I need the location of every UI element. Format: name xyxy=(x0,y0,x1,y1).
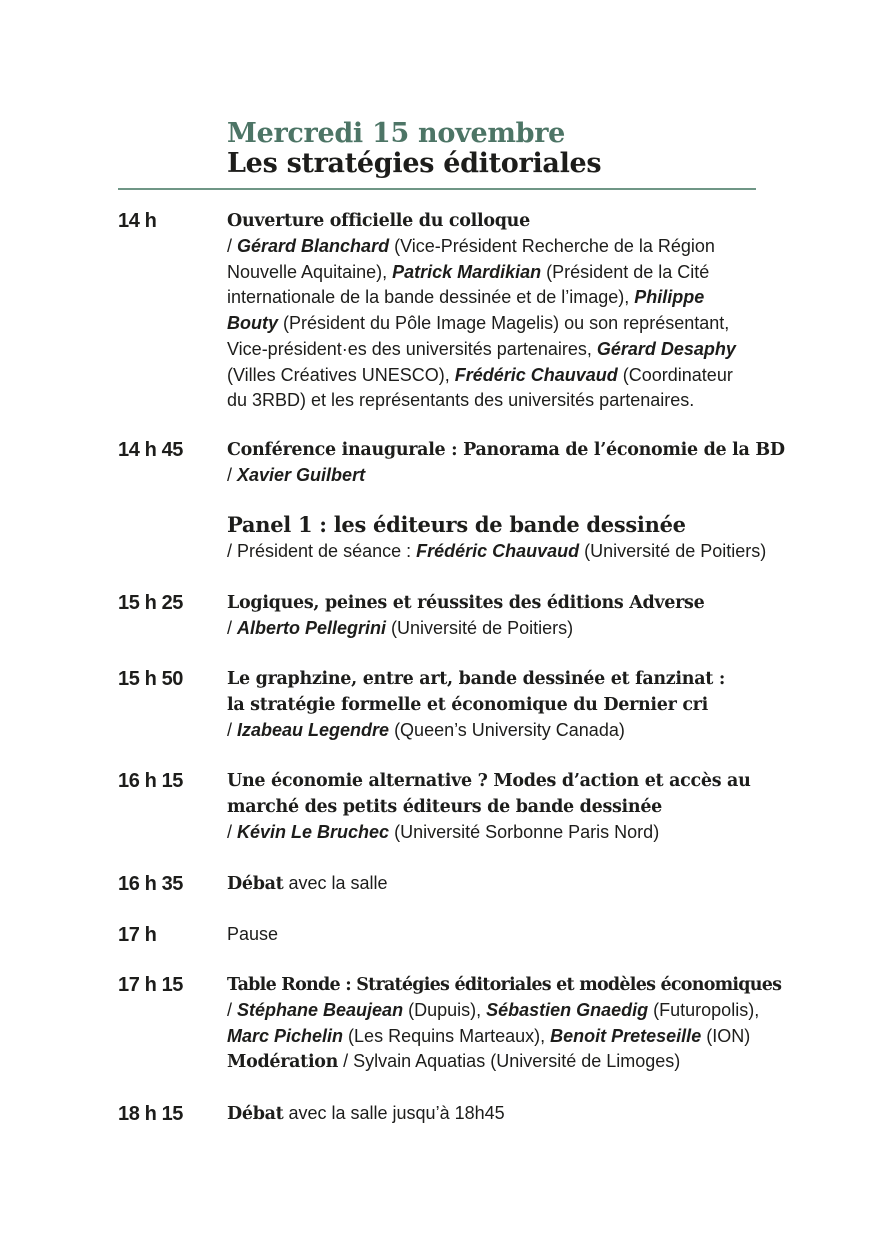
session-time: 18 h 15 xyxy=(118,1103,184,1125)
speaker-name: Xavier Guilbert xyxy=(237,465,366,485)
session-content xyxy=(227,208,757,414)
speaker-name: Bouty xyxy=(227,313,278,334)
session-time: 14 h xyxy=(118,210,157,232)
session-time: 17 h xyxy=(118,924,157,946)
speaker-name: Benoit Preteseille xyxy=(550,1025,702,1046)
speaker-name: Kévin Le Bruchec xyxy=(237,822,390,842)
page-header xyxy=(227,118,767,179)
session-time: 15 h 25 xyxy=(118,592,184,614)
session-time: 17 h 15 xyxy=(118,974,184,996)
header-divider xyxy=(118,188,756,190)
speaker-name: Philippe xyxy=(634,287,705,308)
speaker-name: Gérard Blanchard xyxy=(237,236,390,256)
session-content xyxy=(227,590,757,642)
session-line: Pause xyxy=(227,924,279,944)
speakers-line: Vice-président·es des universités partenaires, Gérard Desaphy xyxy=(227,338,736,359)
chair-line: / Président de séance : Frédéric Chauvaud (Université de Poitiers) xyxy=(227,541,767,561)
panel-content xyxy=(227,511,767,565)
session-content xyxy=(227,871,757,898)
session-title: Conférence inaugurale : Panorama de l’économie de la BD xyxy=(227,440,785,460)
session-title: Logiques, peines et réussites des éditions Adverse xyxy=(227,593,705,613)
speaker-name: Patrick Mardikian xyxy=(392,261,542,282)
session-title-line: Une économie alternative ? Modes d’action et accès au xyxy=(227,771,751,791)
session-content xyxy=(227,972,782,1076)
speakers-line: du 3RBD) et les représentants des universités partenaires. xyxy=(227,390,695,411)
speaker-line: / Alberto Pellegrini (Université de Poitiers) xyxy=(227,618,574,638)
session-content xyxy=(227,666,757,744)
session-title: Table Ronde : Stratégies éditoriales et modèles économiques xyxy=(227,975,782,995)
session-time: 14 h 45 xyxy=(118,439,184,461)
session-title-line: Le graphzine, entre art, bande dessinée et fanzinat : xyxy=(227,669,725,689)
day-heading: Mercredi 15 novembre xyxy=(227,118,565,149)
panel-title: Panel 1 : les éditeurs de bande dessinée xyxy=(227,512,686,537)
session-title-line: marché des petits éditeurs de bande dessinée xyxy=(227,797,662,817)
speakers-line: Nouvelle Aquitaine), Patrick Mardikian (Président de la Cité xyxy=(227,261,710,282)
speaker-name: Sébastien Gnaedig xyxy=(486,1000,649,1020)
speaker-name: Gérard Desaphy xyxy=(596,338,736,359)
speakers-line: internationale de la bande dessinée et de l’image), Philippe xyxy=(227,287,705,308)
session-time: 16 h 35 xyxy=(118,873,184,895)
speakers-line: / Stéphane Beaujean (Dupuis), Sébastien Gnaedig (Futuropolis), xyxy=(227,1000,760,1020)
session-content xyxy=(227,1101,757,1128)
session-time: 15 h 50 xyxy=(118,668,184,690)
speakers-line: Bouty (Président du Pôle Image Magelis) ou son représentant, xyxy=(227,313,730,334)
session-line: Débat avec la salle jusqu’à 18h45 xyxy=(227,1103,505,1124)
moderation-line: Modération / Sylvain Aquatias (Université de Limoges) xyxy=(227,1051,681,1073)
speaker-name: Izabeau Legendre xyxy=(237,720,390,740)
speaker-name: Frédéric Chauvaud xyxy=(416,541,580,561)
moderation-label: Modération xyxy=(227,1052,339,1073)
session-label: Débat xyxy=(227,874,284,894)
theme-heading: Les stratégies éditoriales xyxy=(227,148,602,179)
session-label: Débat xyxy=(227,1104,284,1124)
session-content xyxy=(227,437,785,489)
session-content xyxy=(227,922,757,948)
session-title: Ouverture officielle du colloque xyxy=(227,211,530,231)
speaker-name: Frédéric Chauvaud xyxy=(454,364,618,385)
session-content xyxy=(227,768,757,846)
session-time: 16 h 15 xyxy=(118,770,184,792)
speakers-line: (Villes Créatives UNESCO), Frédéric Chauvaud (Coordinateur xyxy=(227,364,733,385)
speakers-line: / Gérard Blanchard (Vice-Président Recherche de la Région xyxy=(227,236,715,256)
speaker-line: / Kévin Le Bruchec (Université Sorbonne Paris Nord) xyxy=(227,822,660,842)
session-title-line: la stratégie formelle et économique du Dernier cri xyxy=(227,695,708,715)
speaker-name: Alberto Pellegrini xyxy=(237,618,387,638)
speakers-line: Marc Pichelin (Les Requins Marteaux), Benoit Preteseille (ION) xyxy=(227,1025,751,1046)
speaker-line: / Izabeau Legendre (Queen’s University Canada) xyxy=(227,720,625,740)
speaker-line: / Xavier Guilbert xyxy=(227,465,366,485)
session-line: Débat avec la salle xyxy=(227,873,388,894)
speaker-name: Stéphane Beaujean xyxy=(237,1000,404,1020)
speaker-name: Marc Pichelin xyxy=(227,1025,344,1046)
